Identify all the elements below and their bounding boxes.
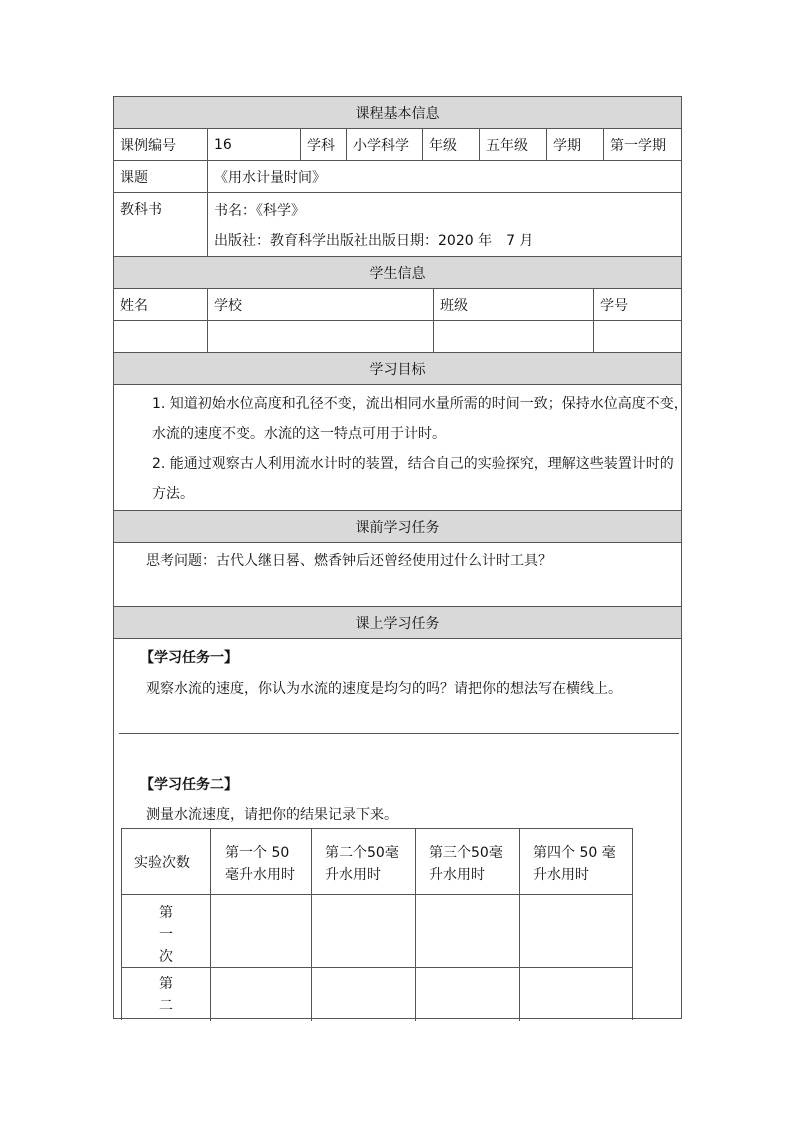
cell-first-trial-4[interactable] [520,895,632,968]
grade-value: 五年级 [480,129,547,160]
pre-class-header [114,511,681,543]
course-info-title: 课程基本信息 [355,105,440,122]
topic-row [114,161,681,193]
student-info-header [114,257,681,289]
row-first-char3: 次 [159,949,173,965]
label-student-number: 学号 [600,297,628,314]
header-second-50ml [312,829,416,895]
task2-text: 测量水流速度，请把你的结果记录下来。 [146,807,398,823]
student-info-title: 学生信息 [369,265,426,282]
measurement-table [121,828,633,1020]
header-second-50ml-line2: 升水用时 [325,867,381,883]
student-input-row [114,321,681,353]
task1-title: 【学习任务一】 [140,650,238,666]
header-trial-count-label: 实验次数 [134,855,190,871]
student-label-row [114,289,681,321]
header-second-50ml-line1: 第二个50毫 [325,845,399,861]
label-topic: 课题 [114,161,208,192]
task2-title: 【学习任务二】 [140,777,238,793]
objective-line-1: 1. 知道初始水位高度和孔径不变，流出相同水量所需的时间一致；保持水位高度不变， [152,396,688,412]
label-school: 学校 [208,289,434,320]
objectives-title: 学习目标 [369,361,426,378]
header-fourth-50ml [520,829,632,895]
cell-second-trial-4[interactable] [520,968,632,1021]
class-field[interactable] [434,321,594,352]
objective-line-3: 2. 能通过观察古人利用流水计时的装置，结合自己的实验探究，理解这些装置计时的 [152,456,674,472]
row-second-char1: 第 [159,976,173,992]
row-second-trial-label [122,968,211,1021]
header-third-50ml-line1: 第三个50毫 [429,845,503,861]
cell-second-trial-3[interactable] [416,968,520,1021]
label-name: 姓名 [114,289,208,320]
label-class: 班级 [434,289,594,320]
lesson-sheet [113,96,688,1019]
label-lesson-id: 课例编号 [114,129,208,160]
label-grade: 年级 [423,129,480,160]
school-field[interactable] [208,321,434,352]
header-third-50ml-line2: 升水用时 [429,867,485,883]
objectives-body [114,385,688,511]
row-second-char2: 二 [159,998,173,1014]
topic-value: 《用水计量时间》 [214,169,326,186]
textbook-row [114,193,681,257]
book-name: 书名：《科学》 [214,203,305,219]
objective-line-4: 方法。 [152,486,194,502]
header-first-50ml-line1: 第一个 50 [225,845,290,861]
header-third-50ml [416,829,520,895]
header-trial-count [122,829,211,895]
pre-class-question: 思考问题：古代人继日晷、燃香钟后还曾经使用过什么计时工具？ [146,553,552,569]
term-value: 第一学期 [610,137,666,154]
task1-text: 观察水流的速度，你认为水流的速度是均匀的吗？请把你的想法写在横线上。 [146,681,622,697]
objectives-header [114,353,681,385]
in-class-header [114,607,681,639]
course-info-header [114,97,681,129]
cell-second-trial-1[interactable] [211,968,312,1021]
header-fourth-50ml-line2: 升水用时 [533,867,589,883]
course-meta-row [114,129,681,161]
cell-second-trial-2[interactable] [312,968,416,1021]
student-number-field[interactable] [594,321,683,352]
row-first-trial-label [122,895,211,968]
cell-first-trial-2[interactable] [312,895,416,968]
label-subject: 学科 [301,129,347,160]
header-fourth-50ml-line1: 第四个 50 毫 [533,845,616,861]
row-first-char1: 第 [159,905,173,921]
in-class-title: 课上学习任务 [355,615,440,632]
header-first-50ml [211,829,312,895]
pre-class-body [114,543,681,607]
header-first-50ml-line2: 毫升水用时 [225,867,295,883]
pre-class-title: 课前学习任务 [355,519,440,536]
row-first-char2: 一 [159,927,173,943]
cell-first-trial-1[interactable] [211,895,312,968]
lesson-id-value: 16 [208,129,301,160]
subject-value: 小学科学 [347,129,423,160]
label-textbook: 教科书 [114,193,208,256]
answer-line[interactable] [119,733,679,734]
publisher-info: 出版社：教育科学出版社出版日期：2020 年 7 月 [214,233,534,249]
label-term: 学期 [547,129,604,160]
objective-line-2: 水流的速度不变。水流的这一特点可用于计时。 [152,426,446,442]
name-field[interactable] [114,321,208,352]
cell-first-trial-3[interactable] [416,895,520,968]
